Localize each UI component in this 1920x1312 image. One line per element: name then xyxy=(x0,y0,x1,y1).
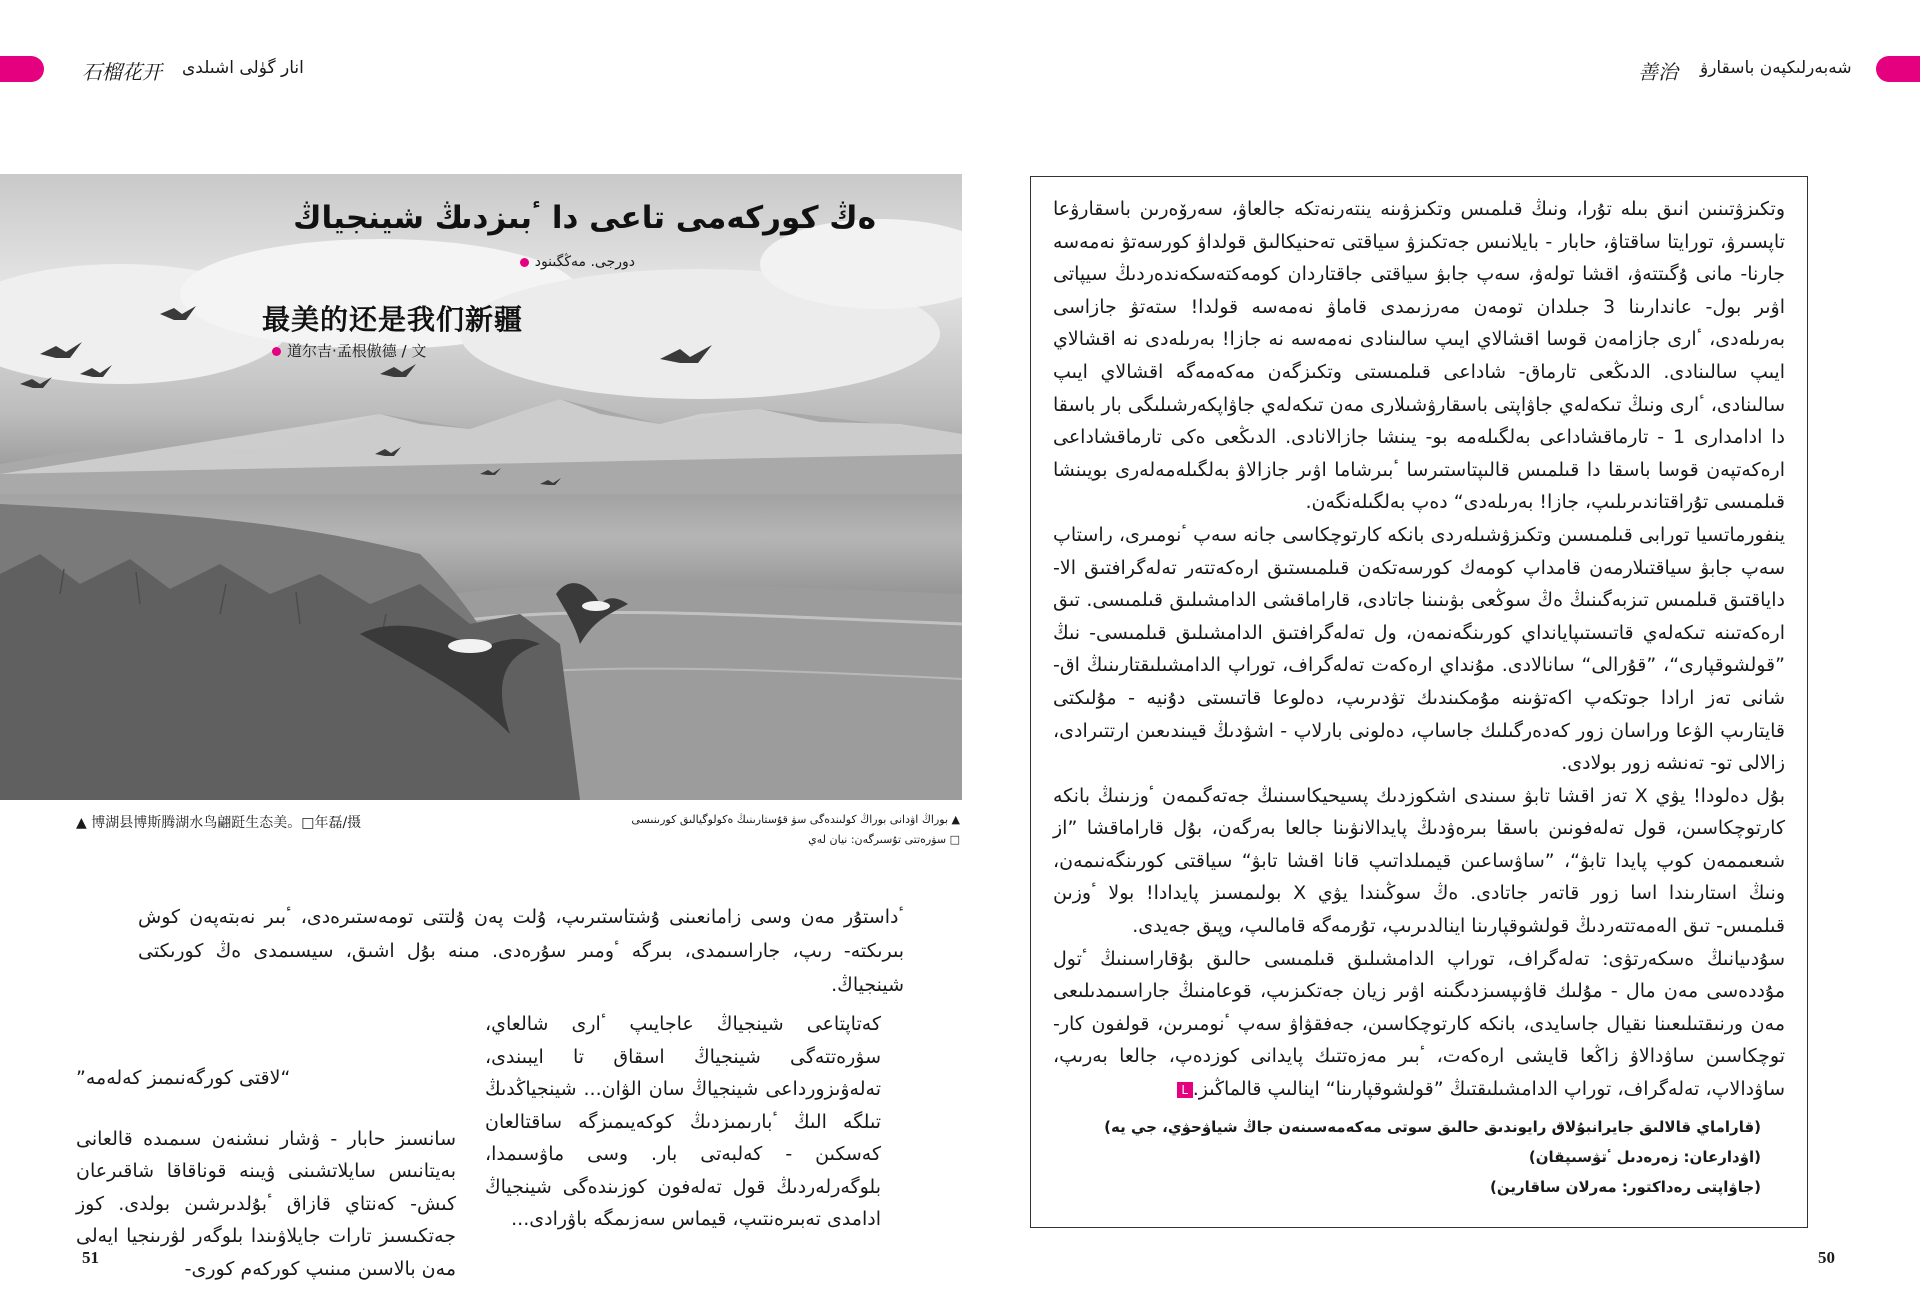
intro-text: ٴداستۇر مەن وسى زامانعىنى ۇشتاستىرىپ، ۇلت پەن ۇلتتى تومەستىرەدى، ٴبىر نەبتەپەن كوش بىرىكتە- رىپ، جاراسىمدى، بىرگە ٴومىر سۇرەدى. مىنە بۇل اشىق، سيسىمدى ەڭ كورىكتى شينجياڭ. xyxy=(138,906,904,996)
right-page-article-frame xyxy=(1030,176,1808,1228)
right-paragraph-4-text: سۇدىيانىڭ ەسكەرتۋى: تەلەگراف، توراپ الدامشىلىق قىلمىسى حالىق بۇقاراسىنىڭ ٴتول مۇددەسى مەن مال - مۇلىك قاۋىپسىزدىگىنە اۋىر زيان جەتكىزىپ، قوعامنىڭ جاراسىمدىلىعى مەن ورنىقتىلىعىنا نقيال جاسايدى، بانكە كارتوچكاسىن، جەفقۋاۋ سەپ ٴنومىرىن، قولفون كار- توچكاسىن ساۋدالاۋ زاڭعا قايشى ارەكەت، ٴبىر مەزەتتىك پايدانى كوزدەپ، جالعا بەرىپ، ساۋدالاپ، تەلەگراف، توراپ الدامشىلىقتىڭ ”قولشوقپارىنا“ اينالىپ قالماڭىز. xyxy=(1053,947,1785,1101)
right-paragraph-2: ينفورماتسيا تورابى قىلمىسىن وتكىزۋشىلەردى بانكە كارتوچكاسى جانە سەپ ٴنومىرى، راستاپ سەپ جابۋ سياقتىلارمەن قامداپ كومەك كورسەتكەن قىلمىستىق ارەكەتتەر تەلەگرافتىق الا- داياقتىق قىلمىس تىزبەگىنىڭ ەڭ سوڭعى بۋىنىنا جاتادى، قاراماقشى الدامشىلىق قىلمىسى. تىق ارەكەتىنە تىكەلەي قاتىستىپايانداي كورىنگەنمەن، ول تەلەگرافتىق الدامشىلىق قىلمىسى- نىڭ ”قولشوقپارى“، ”قۇرالى“ سانالادى. مۇنداي ارەكەت تەلەگراف، توراپ الدامشىلىقتارىنىڭ اق- شانى تەز ارادا جوتكەپ اكەتۋىنە مۇمكىندىك تۋدىرىپ، دەلوعا قاتىستى دۇنيە - مۇلىكتى قايتارىپ الۋعا وراسان زور كەدەرگىلىك جاساپ، دەلونى بارلاپ - اشۋدىڭ قيىندىعىن ارتتىرادى، زالالى تو- تەنشە زور بولادى. xyxy=(1053,523,1785,775)
left-header-cn: 石榴花开 xyxy=(82,60,162,84)
left-page-tab-marker xyxy=(0,56,44,82)
right-paragraph-4 xyxy=(1053,943,1785,1106)
wetland-scene-illustration xyxy=(0,174,962,800)
right-page-tab-marker xyxy=(1876,56,1920,82)
photo-caption-ug xyxy=(630,810,960,850)
left-column xyxy=(76,1062,456,1285)
right-page-number: 50 xyxy=(1818,1248,1835,1267)
article-author-cn xyxy=(266,340,426,361)
right-article-body xyxy=(1053,193,1785,1106)
caption-ug-line1: ▲ بوراڭ اۋدانى بوراڭ كولىندەگى سۋ قۇستارىنىڭ ەكولوگيالىق كورىنىسى xyxy=(631,813,960,826)
middle-column xyxy=(485,1008,881,1236)
section-subheading: ”لاقتى كورگەنىمىز كەلەمە“ xyxy=(76,1067,291,1089)
left-column-text: سانسىز حابار - ۋشار نىشنەن سىمىدە قالعانى بەيتانىس سايلاتشىنى ۋيىنە قوناقاقا شاقىرعان كىش- كەنتاي قازاق ٴبۇلدىرشىن بولدى. كوز جەتكىسىز تارات جايلاۋىندا بلوگەر لۋرىنجيا ايەلى مەن بالاسىن مىنىپ كوركەم كورى- xyxy=(76,1127,456,1280)
article-author-ug xyxy=(514,254,635,270)
photo-caption-cn: ▲ 博湖县博斯腾湖水鸟翩跹生态美。□年磊/摄 xyxy=(76,815,362,831)
credit-translator: (اۋدارعان: زەرەدىل ٴتۋسىپقان) xyxy=(1528,1147,1761,1166)
right-header-cn: 善治 xyxy=(1638,60,1678,84)
left-page-number: 51 xyxy=(82,1248,99,1267)
right-paragraph-3: بۇل دەلودا! يۋي X تەز اقشا تابۋ سىندى اشكوزدىك پسيحيكاسىنىڭ جەتەگىمەن ٴوزىنىڭ بانكە كارتوچكاسىن، قول تەلەفونىن باسقا بىرەۋدىڭ پايدالانۋىنا جالعا بەرگەن، بۇل قاراماقشا ”از شىعىممەن كوپ پايدا تابۋ“، ”ساۋساعىن قيمىلداتىپ قانا اقشا تابۋ“ سياقتى كورىنگەنىمەن، ونىڭ استارىندا اسا زور قاتەر جاتادى. ەڭ سوڭىندا يۋي X بولىمسىز پايدادا! بولا ٴوزىن قىلمىس- تىق الەمەتتەردىڭ قولشوقپارىنا اينالدىرىپ، تۇرمەگە قامالىپ، وپىق جەيدى. xyxy=(1053,784,1786,938)
caption-ug-line2: □ سۋرەتتى تۇسىرگەن: نيان لەي xyxy=(808,833,960,846)
author-ug-name: دورجى. مەڭگىنود xyxy=(534,254,635,270)
article-photo xyxy=(0,174,962,800)
article-title-ug: ەڭ كوركەمى تاعى دا ٴبىزدىڭ شينجياڭ xyxy=(293,200,876,236)
article-title-cn: 最美的还是我们新疆 xyxy=(262,303,524,336)
article-credits xyxy=(1053,1112,1785,1202)
bullet-dot-icon xyxy=(520,258,529,267)
article-intro xyxy=(138,900,904,1002)
credit-editor: (جاۋاپتى رەداكتور: مەرلان ساقارين) xyxy=(1489,1177,1761,1196)
author-cn-name: 道尔吉·孟根傲德 / 文 xyxy=(287,342,427,360)
credit-source: (قاراماي قالالىق جايرانبۇلاق رايوندىق حالىق سوتى مەكەمەسىنەن جاڭ شياۋحۋي، جي يە) xyxy=(1104,1117,1761,1136)
middle-column-text: كەتاپتاعى شينجياڭ عاجايىپ ٴارى شالعاي، سۋرەتتەگى شينجياڭ اسقاق تا ايبىندى، تەلەۋىزورداعى شينجياڭ سان الۋان... شينجياڭدىڭ تىلگە الىڭ ٴبارىمىزدىڭ كوكەيىمىزگە ساقتالعان كەسكىن - كەلبەتى بار. وسى ماۋسىمدا، بلوگەرلەردىڭ قول تەلەفون كوزىندەگى شينجياڭ ادامدى تەبىرەنتىپ، قيماس سەزىمگە باۋرادى... xyxy=(485,1013,881,1230)
right-header-ug: شەبەرلىكپەن باسقارۋ xyxy=(1700,58,1852,78)
end-of-article-icon: L xyxy=(1177,1082,1193,1098)
bullet-dot-icon xyxy=(272,347,281,356)
left-header-ug: انار گۈلى اشىلدى xyxy=(182,58,304,78)
right-paragraph-1: وتكىزۋتىنىن انىق بىلە تۇرا، ونىڭ قىلمىس وتكىزۋىنە ينتەرنەتكە جالعاۋ، سەرۆەرىن باسقارۋعا تاپسىرۋ، تورايتا ساقتاۋ، حابار - بايلانىس جەتكىزۋ سياقتى تەحنيكالىق قولداۋ كورسەتۋ نەمەسە جارنا- مانى ۇگىتتەۋ، اقشا تولەۋ، سەپ جابۋ سياقتى جاقتاردان كومەكتەسكەندەردىڭ سيپاتى اۋىر بول- عاندارىنا 3 جىلدان تومەن مەرزىمدى قاماۋ نەمەسە قولدا! ستەتۋ جازاسى بەرىلەدى، ٴارى جازامەن قوسا اقشالاي ايىپ سالىنادى نەمەسە نە جازا! بەرىلەدى نە اقشالاي ايىپ سالىنادى. الدىڭعى تارماق- شاداعى قىلمىستى وتكىزگەن مەكەمەگە اقشالاي ايىپ سالىنادى، ٴارى ونىڭ تىكەلەي جاۋاپتى باسقارۋشىلارى مەن تىكەلەي جاۋاپكەرشىلىگى بار باسقا دا ادامدارى 1 - تارماقشاداعى بەلگىلەمە بو- يىنشا جازالانادى. الدىڭعى ەكى تارماقشاداعى ارەكەتپەن قوسا باسقا دا قىلمىس قالىپتاستىرسا ٴبىرشاما اۋىر جازالاۋ بەلگىلەمەلەرى بويىنشا قىلمىسى تۇراقتاندىرىلىپ، جازا! بەرىلەدى“ دەپ بەلگىلەنگەن. xyxy=(1053,198,1785,514)
